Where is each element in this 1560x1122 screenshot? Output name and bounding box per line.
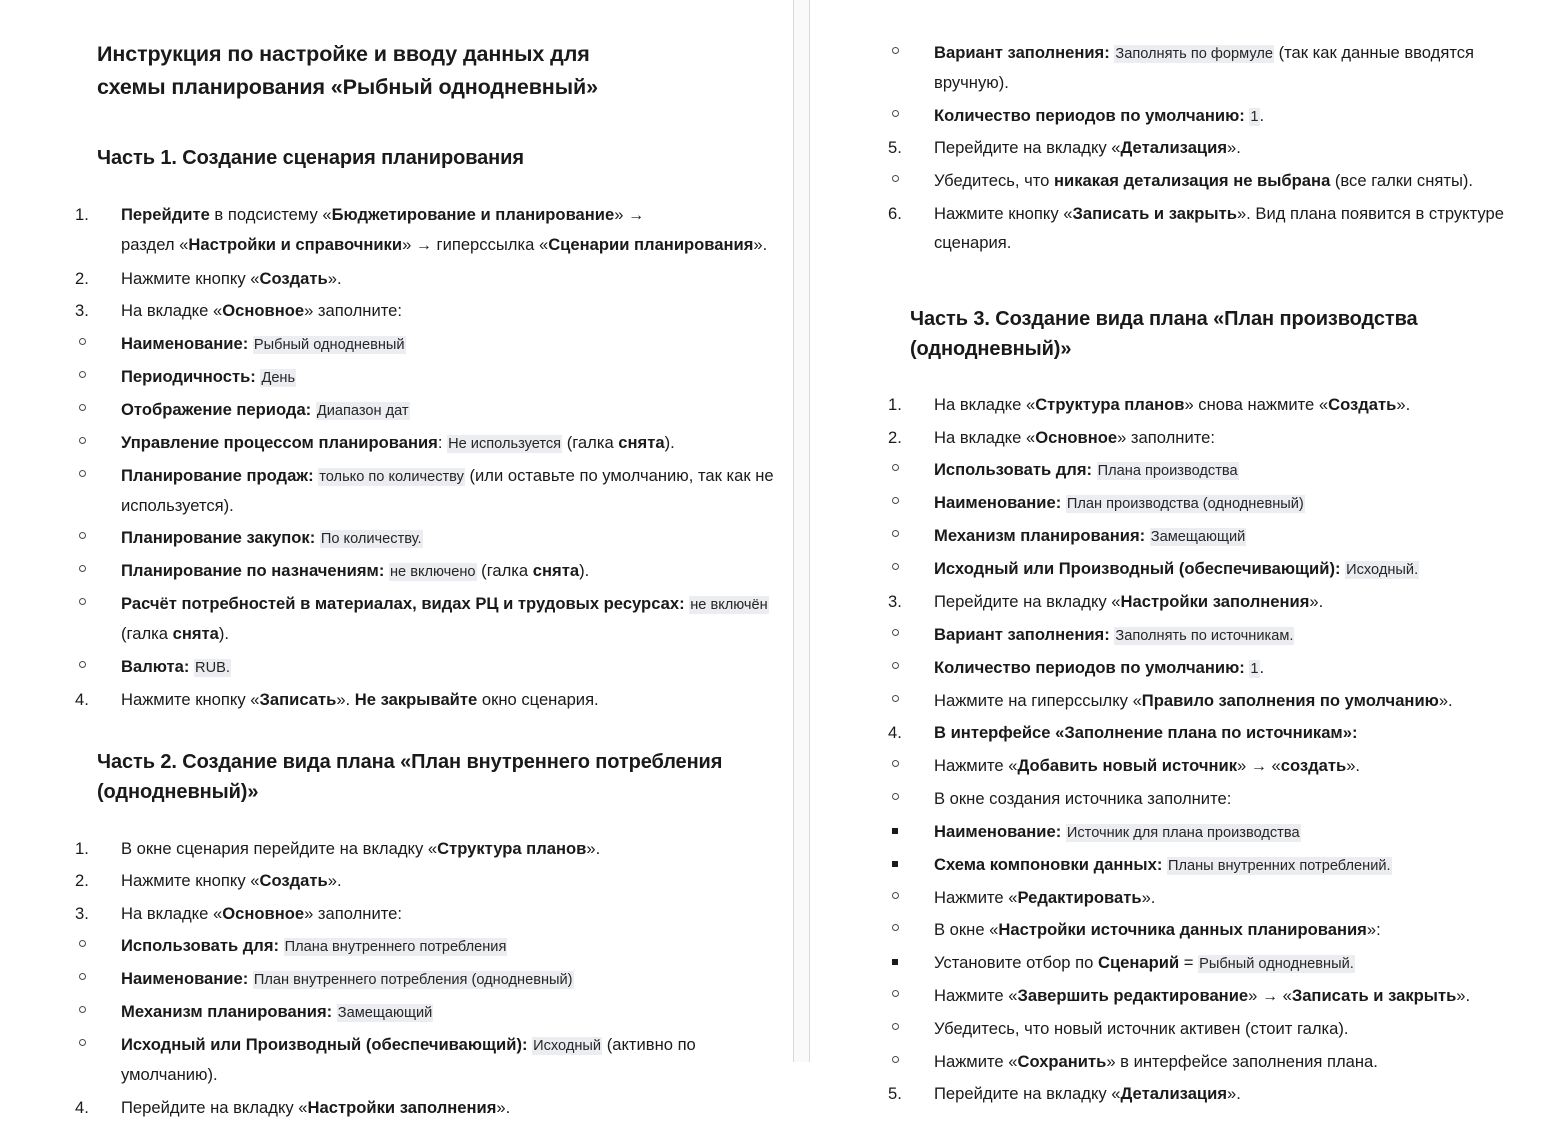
- list-item-text: Планирование закупок: По количеству.: [121, 528, 422, 548]
- list-number: 4.: [888, 723, 902, 743]
- list-item-text: Валюта: RUB.: [121, 656, 230, 676]
- list-item-text: Наименование: Рыбный однодневный: [121, 333, 405, 353]
- list-item-text: Вариант заполнения: Заполнять по формуле (так как данные вводятся вручную).: [934, 43, 1475, 92]
- circle-bullet-icon: [888, 784, 928, 814]
- list-item: [75, 1030, 775, 1090]
- list-item: [75, 866, 775, 896]
- list-item: [888, 686, 1540, 716]
- list-item: [75, 899, 775, 929]
- list-number: 5.: [888, 138, 902, 158]
- list-item-text: Перейдите на вкладку «Детализация».: [934, 138, 1241, 158]
- circle-bullet-icon: [888, 101, 928, 131]
- list-item: [75, 362, 775, 392]
- circle-bullet-icon: [888, 915, 928, 945]
- circle-bullet-icon: [888, 686, 928, 716]
- list-item: [888, 718, 1540, 748]
- list-item-text: Перейдите на вкладку «Детализация».: [934, 1084, 1241, 1104]
- list-item-text: Нажмите «Добавить новый источник» → «создать».: [934, 755, 1361, 775]
- list-item: [75, 200, 775, 261]
- list-item: [75, 395, 775, 425]
- list-number: 5.: [888, 1084, 902, 1104]
- list-item-text: Нажмите кнопку «Записать и закрыть». Вид плана появится в структуре сценария.: [934, 203, 1504, 253]
- list-item: [888, 488, 1540, 518]
- list-item-text: На вкладке «Основное» заполните:: [121, 301, 402, 321]
- list-item-text: Убедитесь, что никакая детализация не выбрана (все галки сняты).: [934, 171, 1474, 190]
- list-item: [888, 915, 1540, 945]
- list-item: [75, 997, 775, 1027]
- list-item-text: Нажмите «Редактировать».: [934, 887, 1156, 907]
- list-item: [888, 751, 1540, 781]
- list-item-text: Нажмите кнопку «Создать».: [121, 871, 342, 891]
- circle-bullet-icon: [888, 521, 928, 551]
- list-item-text: В окне «Настройки источника данных планирования»:: [934, 920, 1381, 940]
- list-item: [888, 199, 1540, 258]
- list-item: [75, 834, 775, 864]
- list-number: 4.: [75, 1097, 89, 1117]
- circle-bullet-icon: [888, 166, 928, 196]
- list-item-text: В окне сценария перейдите на вкладку «Структура планов».: [121, 838, 601, 858]
- section-heading-part2: Часть 2. Создание вида плана «План внутреннего потребления (однодневный)»: [97, 751, 723, 804]
- square-bullet-icon: [888, 850, 928, 880]
- circle-bullet-icon: [75, 428, 115, 458]
- list-item: [75, 1093, 775, 1122]
- list-item-text: Перейдите на вкладку «Настройки заполнения».: [121, 1097, 511, 1117]
- list-item-text: Планирование продаж: только по количеству (или оставьте по умолчанию, так как не используется).: [121, 465, 774, 515]
- circle-bullet-icon: [888, 883, 928, 913]
- list-item: [75, 556, 775, 586]
- list-item-text: Нажмите «Завершить редактирование» → «Записать и закрыть».: [934, 985, 1471, 1005]
- section-heading-part3: Часть 3. Создание вида плана «План производства (однодневный)»: [910, 307, 1418, 360]
- circle-bullet-icon: [888, 620, 928, 650]
- circle-bullet-icon: [75, 556, 115, 586]
- list-item-text: На вкладке «Основное» заполните:: [121, 903, 402, 923]
- list-item-text: Механизм планирования: Замещающий: [934, 526, 1246, 546]
- list-item: [888, 850, 1540, 880]
- list-item-text: Нажмите на гиперссылку «Правило заполнения по умолчанию».: [934, 690, 1453, 710]
- list-item-text: Перейдите на вкладку «Настройки заполнения».: [934, 592, 1324, 612]
- column-gutter-divider: [793, 0, 810, 1062]
- list-item: [888, 817, 1540, 847]
- list-item-text: Вариант заполнения: Заполнять по источникам.: [934, 624, 1294, 644]
- list-number: 3.: [75, 903, 89, 923]
- circle-bullet-icon: [75, 931, 115, 961]
- list-item: [888, 620, 1540, 650]
- list-item: [888, 101, 1540, 131]
- list-item-text: Наименование: Источник для плана производства: [934, 821, 1300, 841]
- list-item-text: Перейдите в подсистему «Бюджетирование и планирование» → раздел «Настройки и справочники» → гиперссылка «Сценарии планирования».: [121, 204, 768, 255]
- right-column: [810, 0, 1560, 1104]
- circle-bullet-icon: [888, 751, 928, 781]
- list-item-text: Наименование: План производства (однодневный): [934, 493, 1304, 513]
- list-item: [75, 428, 775, 458]
- list-number: 1.: [75, 838, 89, 858]
- list-item: [75, 329, 775, 359]
- list-item-text: Отображение периода: Диапазон дат: [121, 399, 409, 419]
- list-number: 4.: [75, 689, 89, 709]
- circle-bullet-icon: [75, 395, 115, 425]
- list-item-text: На вкладке «Структура планов» снова нажмите «Создать».: [934, 395, 1411, 415]
- list-item-text: Наименование: План внутреннего потребления (однодневный): [121, 969, 573, 989]
- circle-bullet-icon: [888, 488, 928, 518]
- list-item: [888, 390, 1540, 420]
- circle-bullet-icon: [75, 964, 115, 994]
- list-item: [888, 981, 1540, 1011]
- list-item-text: Планирование по назначениям: не включено (галка снята).: [121, 561, 590, 581]
- list-part3: [888, 390, 1540, 1109]
- list-item-text: Управление процессом планирования: Не используется (галка снята).: [121, 432, 675, 452]
- list-item-text: Механизм планирования: Замещающий: [121, 1002, 433, 1022]
- section-heading-part1: Часть 1. Создание сценария планирования: [97, 147, 524, 170]
- list-item-text: Количество периодов по умолчанию: 1.: [934, 657, 1265, 677]
- list-item: [888, 784, 1540, 814]
- list-item: [888, 883, 1540, 913]
- list-item: [888, 587, 1540, 617]
- list-item: [75, 264, 775, 294]
- list-item-text: Исходный или Производный (обеспечивающий): Исходный (активно по умолчанию).: [121, 1035, 696, 1085]
- list-item-text: Расчёт потребностей в материалах, видах РЦ и трудовых ресурсах: не включён (галка снята).: [121, 594, 768, 644]
- list-part2: [75, 834, 775, 1122]
- square-bullet-icon: [888, 817, 928, 847]
- circle-bullet-icon: [888, 1014, 928, 1044]
- circle-bullet-icon: [75, 652, 115, 682]
- circle-bullet-icon: [75, 589, 115, 619]
- page-title: Инструкция по настройке и вводу данных для схемы планирования «Рыбный однодневный»: [97, 42, 598, 99]
- list-item: [888, 653, 1540, 683]
- list-part1: [75, 200, 775, 714]
- list-number: 6.: [888, 203, 902, 223]
- list-item-text: Установите отбор по Сценарий = Рыбный однодневный.: [934, 952, 1354, 972]
- list-number: 2.: [888, 427, 902, 447]
- list-item-text: В окне создания источника заполните:: [934, 789, 1232, 809]
- list-item: [888, 38, 1540, 98]
- circle-bullet-icon: [75, 461, 115, 491]
- list-item-text: Использовать для: Плана внутреннего потребления: [121, 936, 507, 956]
- circle-bullet-icon: [75, 1030, 115, 1060]
- list-item-text: Исходный или Производный (обеспечивающий): Исходный.: [934, 559, 1419, 579]
- section-spacer: [75, 717, 775, 747]
- list-item-text: Периодичность: День: [121, 366, 296, 386]
- list-item: [888, 1014, 1540, 1044]
- list-item-text: Количество периодов по умолчанию: 1.: [934, 105, 1265, 125]
- circle-bullet-icon: [75, 997, 115, 1027]
- list-part2-continued: [888, 38, 1540, 258]
- circle-bullet-icon: [75, 523, 115, 553]
- list-item-text: Убедитесь, что новый источник активен (стоит галка).: [934, 1019, 1349, 1039]
- circle-bullet-icon: [888, 554, 928, 584]
- circle-bullet-icon: [888, 981, 928, 1011]
- list-number: 2.: [75, 871, 89, 891]
- circle-bullet-icon: [75, 362, 115, 392]
- list-item: [75, 589, 775, 649]
- circle-bullet-icon: [75, 329, 115, 359]
- list-item-text: На вкладке «Основное» заполните:: [934, 427, 1215, 447]
- list-item: [888, 948, 1540, 978]
- list-item-text: Схема компоновки данных: Планы внутренних потреблений.: [934, 854, 1391, 874]
- list-item: [888, 423, 1540, 453]
- list-number: 3.: [75, 301, 89, 321]
- list-item-text: Нажмите кнопку «Создать».: [121, 268, 342, 288]
- list-item: [888, 554, 1540, 584]
- square-bullet-icon: [888, 948, 928, 978]
- list-item: [888, 133, 1540, 163]
- circle-bullet-icon: [888, 38, 928, 68]
- list-item: [75, 461, 775, 521]
- circle-bullet-icon: [888, 653, 928, 683]
- list-item: [75, 652, 775, 682]
- circle-bullet-icon: [888, 455, 928, 485]
- list-item: [75, 964, 775, 994]
- list-item: [888, 1079, 1540, 1109]
- list-item: [75, 523, 775, 553]
- list-item-text: В интерфейсе «Заполнение плана по источникам»:: [934, 723, 1358, 743]
- list-item: [75, 685, 775, 715]
- list-item: [888, 455, 1540, 485]
- list-item: [888, 521, 1540, 551]
- list-item: [75, 931, 775, 961]
- list-item-text: Нажмите кнопку «Записать». Не закрывайте окно сценария.: [121, 689, 599, 709]
- list-number: 3.: [888, 592, 902, 612]
- list-item: [75, 296, 775, 326]
- list-item-text: Нажмите «Сохранить» в интерфейсе заполнения плана.: [934, 1051, 1378, 1071]
- list-item-text: Использовать для: Плана производства: [934, 460, 1238, 480]
- list-item: [888, 166, 1540, 196]
- list-number: 1.: [75, 204, 89, 224]
- list-number: 2.: [75, 268, 89, 288]
- list-number: 1.: [888, 395, 902, 415]
